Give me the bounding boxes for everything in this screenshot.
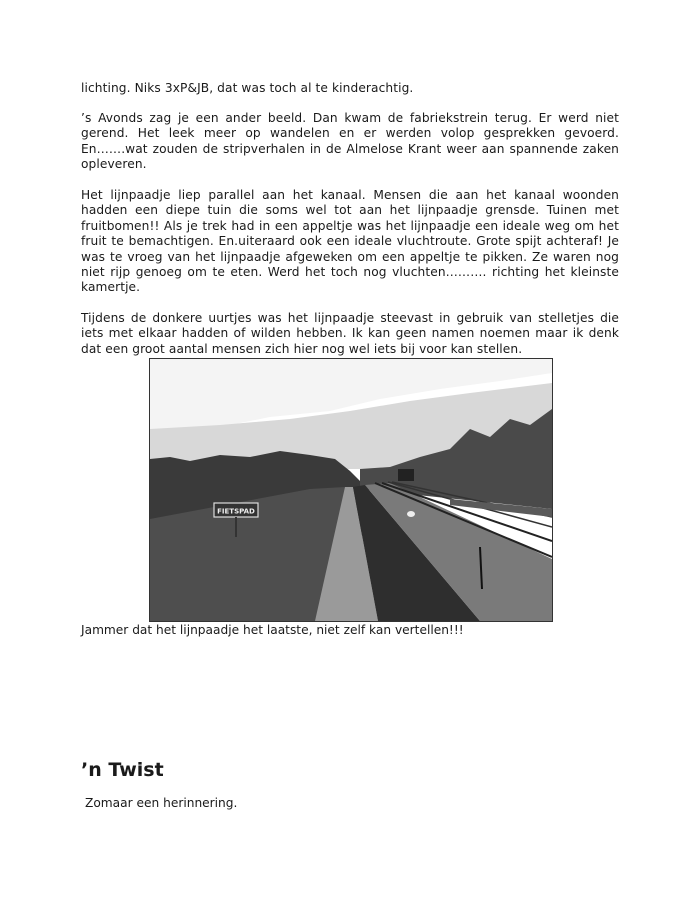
railway-path-photo <box>149 358 553 622</box>
railway-path-photo-graphic <box>150 359 552 621</box>
fietspad-sign: FIETSPAD <box>217 507 255 516</box>
paragraph-path: Het lijnpaadje liep parallel aan het kanaal. Mensen die aan het kanaal woonden hadden een diepe tuin die soms wel tot aan het lijnpaadje grensde. Tuinen met fruitbomen!! Als je trek had in een appeltje was het lijnpaadje een ideale weg om het fruit te bemachtigen. En.uiteraard ook een ideale vluchtroute. Grote spijt achteraf! Je was te vroeg van het lijnpaadje afgeweken om een appeltje te pikken. Ze waren nog niet rijp genoeg om te eten. Werd het toch nog vluchten………. richting het kleinste kamertje. <box>81 188 619 295</box>
paragraph-intro: lichting. Niks 3xP&JB, dat was toch al te kinderachtig. <box>81 81 414 95</box>
paragraph-evening: ’s Avonds zag je een ander beeld. Dan kwam de fabriekstrein terug. Er werd niet gerend. Het leek meer op wandelen en er werden volop gesprekken gevoerd. En…….wat zouden de stripverhalen in de Almelose Krant weer aan spannende zaken opleveren. <box>81 111 619 172</box>
section-heading: ’n Twist <box>81 759 164 781</box>
photo-caption: Jammer dat het lijnpaadje het laatste, niet zelf kan vertellen!!! <box>81 623 464 637</box>
paragraph-dark-hours: Tijdens de donkere uurtjes was het lijnpaadje steevast in gebruik van stelletjes die iets met elkaar hadden of wilden hebben. Ik kan geen namen noemen maar ik denk dat een groot aantal mensen zich hier nog wel iets bij voor kan stellen. <box>81 311 619 356</box>
section-subtitle: Zomaar een herinnering. <box>85 796 238 810</box>
